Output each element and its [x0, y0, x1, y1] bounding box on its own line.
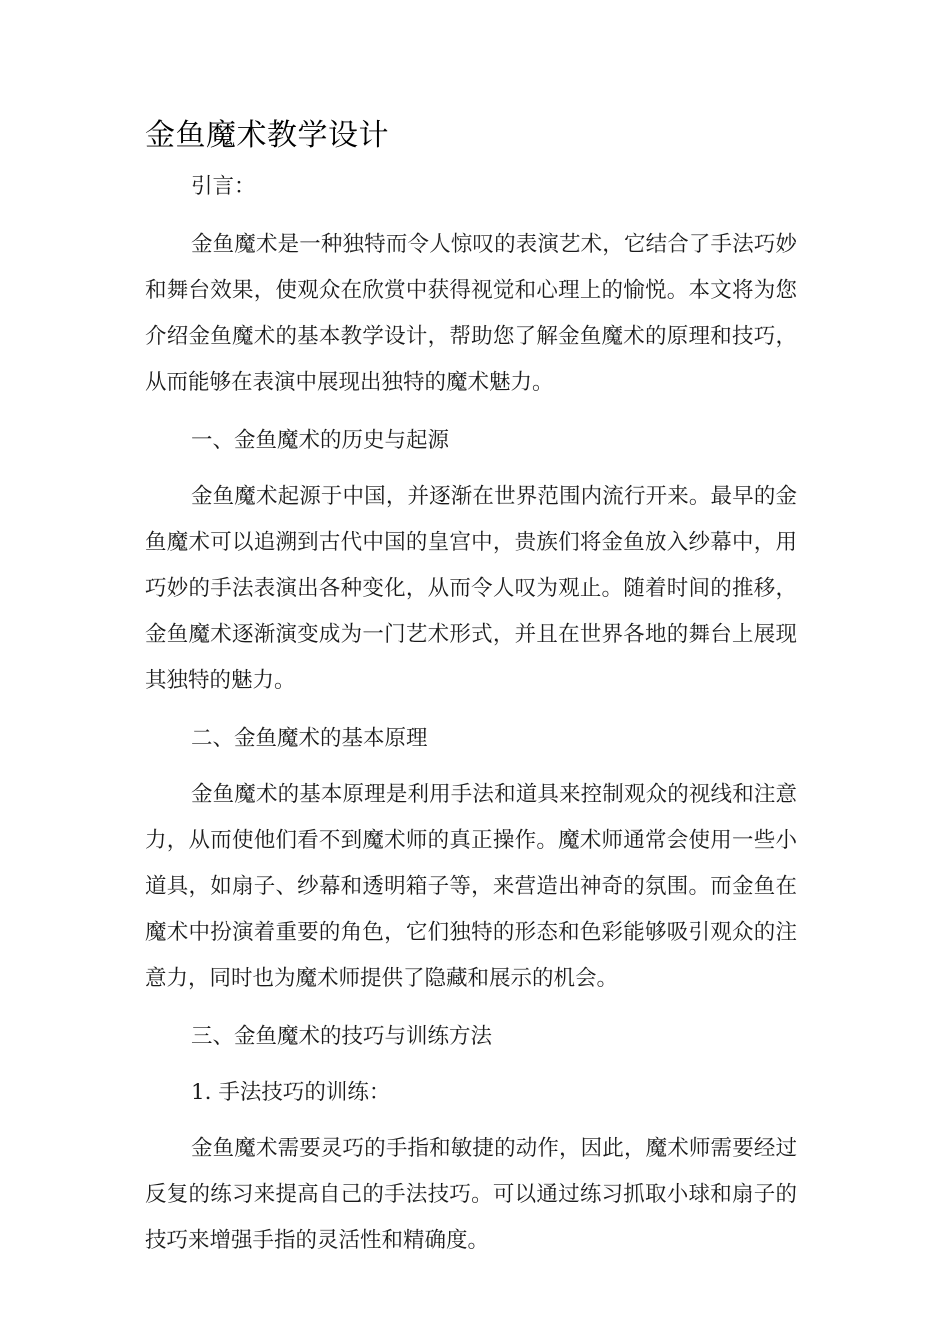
intro-paragraph: 金鱼魔术是一种独特而令人惊叹的表演艺术，它结合了手法巧妙和舞台效果，使观众在欣赏中获得视觉和心理上的愉悦。本文将为您介绍金鱼魔术的基本教学设计，帮助您了解金鱼魔术的原理和技巧，从而能够在表演中展现出独特的魔术魅力。 — [145, 232, 797, 395]
principle-paragraph: 金鱼魔术的基本原理是利用手法和道具来控制观众的视线和注意力，从而使他们看不到魔术师的真正操作。魔术师通常会使用一些小道具，如扇子、纱幕和透明箱子等，来营造出神奇的氛围。而金鱼在魔术中扮演着重要的角色，它们独特的形态和色彩能够吸引观众的注意力，同时也为魔术师提供了隐藏和展示的机会。 — [145, 782, 797, 991]
document-title: 金鱼魔术教学设计 — [145, 118, 389, 153]
subsection-heading-hand-skills: 1. 手法技巧的训练： — [191, 1080, 391, 1105]
section-heading-techniques: 三、金鱼魔术的技巧与训练方法 — [191, 1024, 493, 1049]
document-body — [145, 164, 797, 1276]
history-paragraph: 金鱼魔术起源于中国，并逐渐在世界范围内流行开来。最早的金鱼魔术可以追溯到古代中国的皇宫中，贵族们将金鱼放入纱幕中，用巧妙的手法表演出各种变化，从而令人叹为观止。随着时间的推移，金鱼魔术逐渐演变成为一门艺术形式，并且在世界各地的舞台上展现其独特的魅力。 — [145, 484, 797, 693]
hand-skills-paragraph: 金鱼魔术需要灵巧的手指和敏捷的动作，因此，魔术师需要经过反复的练习来提高自己的手法技巧。可以通过练习抓取小球和扇子的技巧来增强手指的灵活性和精确度。 — [145, 1136, 797, 1253]
section-heading-history: 一、金鱼魔术的历史与起源 — [191, 428, 450, 453]
intro-label: 引言： — [191, 174, 256, 199]
section-heading-principle: 二、金鱼魔术的基本原理 — [191, 726, 428, 751]
